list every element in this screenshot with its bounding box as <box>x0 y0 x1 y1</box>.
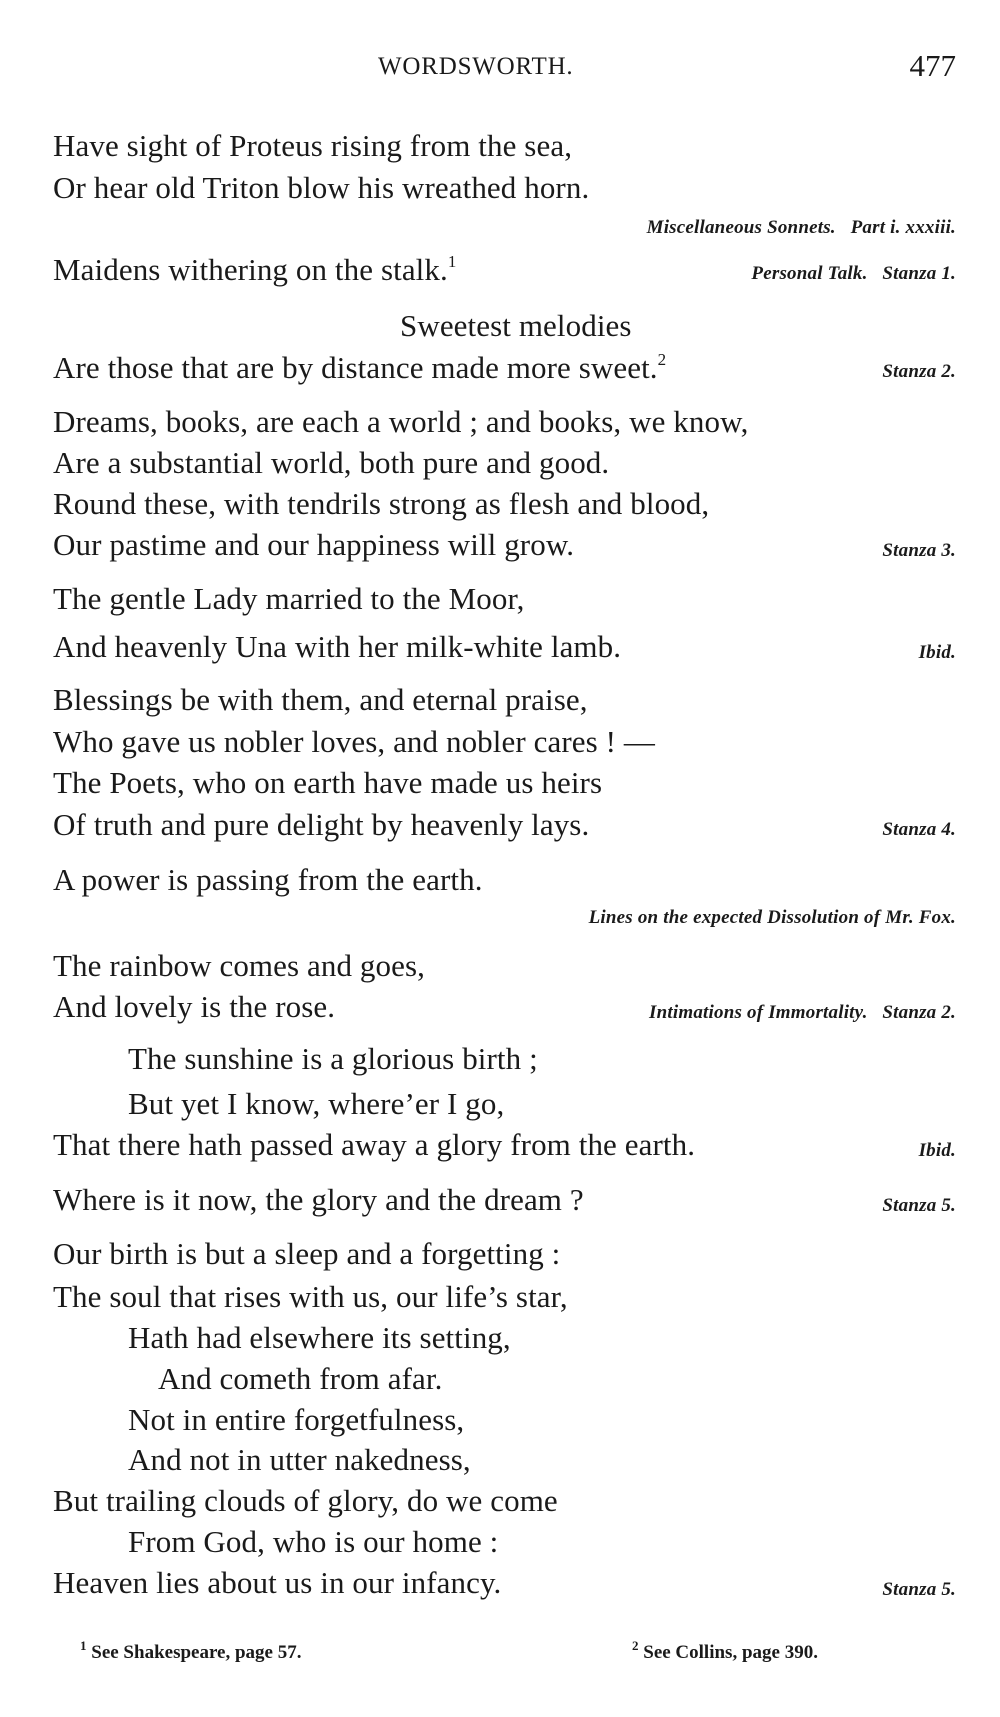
source-citation: Stanza 5. <box>882 1579 956 1600</box>
verse-line: But trailing clouds of glory, do we come <box>53 1483 558 1518</box>
verse-line: The Poets, who on earth have made us heirs <box>53 765 603 800</box>
verse-line: Hath had elsewhere its setting, <box>128 1320 511 1355</box>
verse-line: Dreams, books, are each a world ; and books, we know, <box>53 404 749 439</box>
source-citation: Lines on the expected Dissolution of Mr. Fox. <box>588 907 956 928</box>
footnote-number: 1 <box>80 1638 87 1653</box>
verse-text: Maidens withering on the stalk. <box>53 252 448 287</box>
verse-line: From God, who is our home : <box>128 1524 499 1559</box>
verse-line: Are a substantial world, both pure and good. <box>53 445 610 480</box>
footnote <box>632 1638 818 1663</box>
source-citation: Ibid. <box>918 1140 956 1161</box>
verse-line: Have sight of Proteus rising from the sea, <box>53 128 573 163</box>
source-citation: Stanza 2. <box>882 361 956 382</box>
verse-line <box>53 254 456 285</box>
verse-line: The soul that rises with us, our life’s star, <box>53 1279 568 1314</box>
verse-line: Blessings be with them, and eternal praise, <box>53 682 588 717</box>
verse-line: Or hear old Triton blow his wreathed horn. <box>53 170 590 205</box>
verse-line: Not in entire forgetfulness, <box>128 1402 465 1437</box>
verse-line: The sunshine is a glorious birth ; <box>128 1041 538 1076</box>
source-citation: Miscellaneous Sonnets. Part i. xxxiii. <box>646 217 956 238</box>
verse-line: Heaven lies about us in our infancy. <box>53 1565 502 1600</box>
verse-line: Round these, with tendrils strong as flesh and blood, <box>53 486 710 521</box>
verse-line: And lovely is the rose. <box>53 989 336 1024</box>
footnote-number: 2 <box>632 1638 639 1653</box>
footnote-mark: 2 <box>657 350 667 369</box>
verse-text: Are those that are by distance made more sweet. <box>53 350 658 385</box>
verse-line: Our birth is but a sleep and a forgetting : <box>53 1236 561 1271</box>
source-citation: Intimations of Immortality. Stanza 2. <box>649 1002 956 1023</box>
source-citation: Stanza 3. <box>882 540 956 561</box>
footnote-text: See Shakespeare, page 57. <box>91 1642 302 1663</box>
verse-line: Of truth and pure delight by heavenly lays. <box>53 807 590 842</box>
verse-line: A power is passing from the earth. <box>53 862 483 897</box>
verse-line: Who gave us nobler loves, and nobler cares ! — <box>53 724 656 759</box>
footnote-text: See Collins, page 390. <box>643 1642 818 1663</box>
verse-line: Sweetest melodies <box>400 308 632 343</box>
source-citation: Ibid. <box>918 642 956 663</box>
footnote <box>80 1638 302 1663</box>
verse-line: That there hath passed away a glory from the earth. <box>53 1127 696 1162</box>
source-citation: Stanza 5. <box>882 1195 956 1216</box>
verse-line: But yet I know, where’er I go, <box>128 1086 505 1121</box>
verse-line: Our pastime and our happiness will grow. <box>53 527 575 562</box>
footnote-mark: 1 <box>447 252 457 271</box>
verse-line: And not in utter nakedness, <box>128 1442 471 1477</box>
source-citation: Personal Talk. Stanza 1. <box>751 263 956 284</box>
running-title: WORDSWORTH. <box>378 53 574 80</box>
verse-line: And cometh from afar. <box>158 1361 443 1396</box>
page-number: 477 <box>909 48 956 83</box>
verse-line: And heavenly Una with her milk-white lamb. <box>53 629 622 664</box>
verse-line <box>53 352 666 383</box>
source-citation: Stanza 4. <box>882 819 956 840</box>
verse-line: The gentle Lady married to the Moor, <box>53 581 525 616</box>
verse-line: Where is it now, the glory and the dream ? <box>53 1182 584 1217</box>
verse-line: The rainbow comes and goes, <box>53 948 426 983</box>
